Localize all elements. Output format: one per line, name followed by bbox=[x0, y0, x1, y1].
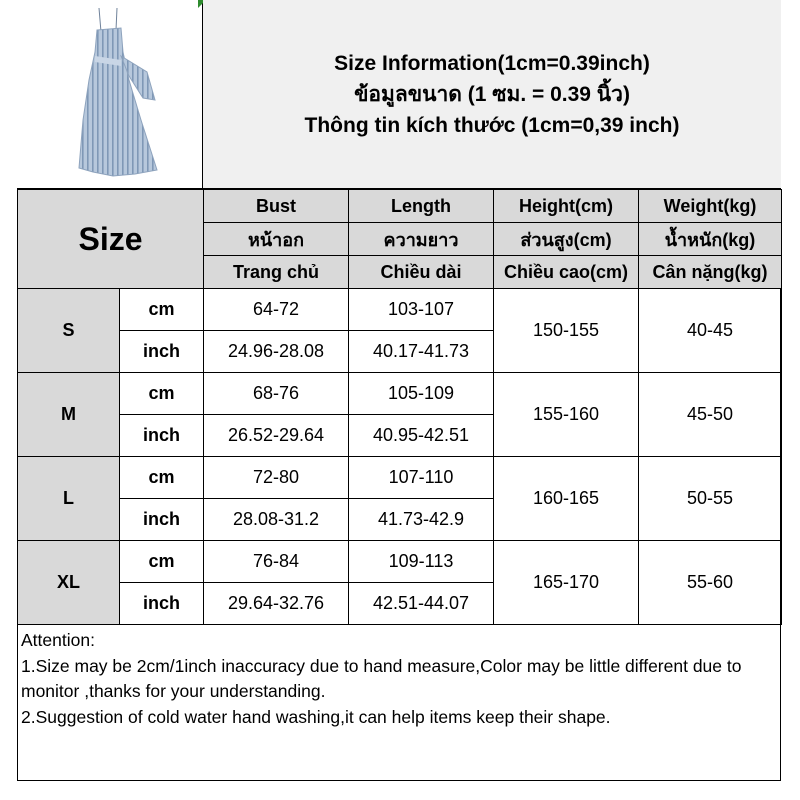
unit-inch-cell: inch bbox=[120, 583, 204, 625]
bust-cm-cell: 72-80 bbox=[204, 457, 349, 499]
height-cell: 160-165 bbox=[494, 457, 639, 541]
bust-header-en: Bust bbox=[204, 190, 349, 223]
length-cm-cell: 105-109 bbox=[349, 373, 494, 415]
weight-cell: 45-50 bbox=[639, 373, 782, 457]
weight-header-en: Weight(kg) bbox=[639, 190, 782, 223]
attention-note-2: 2.Suggestion of cold water hand washing,it can help items keep their shape. bbox=[21, 706, 611, 727]
weight-cell: 50-55 bbox=[639, 457, 782, 541]
length-header-vi: Chiều dài bbox=[349, 256, 494, 289]
bust-header-th: หน้าอก bbox=[204, 223, 349, 256]
unit-cm-cell: cm bbox=[120, 289, 204, 331]
header-title-th: ข้อมูลขนาด (1 ซม. = 0.39 นิ้ว) bbox=[354, 82, 630, 106]
bust-cm-cell: 68-76 bbox=[204, 373, 349, 415]
unit-inch-cell: inch bbox=[120, 415, 204, 457]
bust-header-vi: Trang chủ bbox=[204, 256, 349, 289]
weight-header-vi: Cân nặng(kg) bbox=[639, 256, 782, 289]
weight-header-th: น้ำหนัก(kg) bbox=[639, 223, 782, 256]
unit-cm-cell: cm bbox=[120, 457, 204, 499]
size-column-label: Size bbox=[18, 190, 204, 289]
length-cm-cell: 107-110 bbox=[349, 457, 494, 499]
weight-cell: 40-45 bbox=[639, 289, 782, 373]
attention-notes bbox=[17, 628, 781, 781]
bust-inch-cell: 24.96-28.08 bbox=[204, 331, 349, 373]
table-row bbox=[18, 541, 782, 583]
table-row bbox=[18, 457, 782, 499]
length-inch-cell: 40.95-42.51 bbox=[349, 415, 494, 457]
header-row-en bbox=[18, 190, 782, 223]
height-header-th: ส่วนสูง(cm) bbox=[494, 223, 639, 256]
size-name-cell: M bbox=[18, 373, 120, 457]
attention-title: Attention: bbox=[21, 630, 95, 650]
height-header-vi: Chiều cao(cm) bbox=[494, 256, 639, 289]
bust-inch-cell: 26.52-29.64 bbox=[204, 415, 349, 457]
table-row bbox=[18, 373, 782, 415]
length-inch-cell: 40.17-41.73 bbox=[349, 331, 494, 373]
bust-cm-cell: 64-72 bbox=[204, 289, 349, 331]
bust-inch-cell: 28.08-31.2 bbox=[204, 499, 349, 541]
header-title-en: Size Information(1cm=0.39inch) bbox=[334, 51, 650, 75]
size-information-header bbox=[203, 0, 781, 189]
attention-note-1: 1.Size may be 2cm/1inch inaccuracy due to hand measure,Color may be little different due to monitor ,thanks for your understanding. bbox=[21, 655, 742, 701]
length-header-en: Length bbox=[349, 190, 494, 223]
header-title-vi: Thông tin kích thước (1cm=0,39 inch) bbox=[304, 113, 680, 137]
height-header-en: Height(cm) bbox=[494, 190, 639, 223]
size-table bbox=[17, 189, 782, 625]
length-cm-cell: 109-113 bbox=[349, 541, 494, 583]
size-name-cell: L bbox=[18, 457, 120, 541]
unit-cm-cell: cm bbox=[120, 541, 204, 583]
unit-inch-cell: inch bbox=[120, 499, 204, 541]
product-photo-cell bbox=[17, 0, 203, 189]
height-cell: 165-170 bbox=[494, 541, 639, 625]
length-cm-cell: 103-107 bbox=[349, 289, 494, 331]
length-inch-cell: 42.51-44.07 bbox=[349, 583, 494, 625]
length-header-th: ความยาว bbox=[349, 223, 494, 256]
size-name-cell: S bbox=[18, 289, 120, 373]
bust-inch-cell: 29.64-32.76 bbox=[204, 583, 349, 625]
weight-cell: 55-60 bbox=[639, 541, 782, 625]
size-name-cell: XL bbox=[18, 541, 120, 625]
blue-striped-dress-image bbox=[17, 0, 203, 189]
height-cell: 155-160 bbox=[494, 373, 639, 457]
bust-cm-cell: 76-84 bbox=[204, 541, 349, 583]
unit-cm-cell: cm bbox=[120, 373, 204, 415]
table-row bbox=[18, 289, 782, 331]
length-inch-cell: 41.73-42.9 bbox=[349, 499, 494, 541]
height-cell: 150-155 bbox=[494, 289, 639, 373]
unit-inch-cell: inch bbox=[120, 331, 204, 373]
